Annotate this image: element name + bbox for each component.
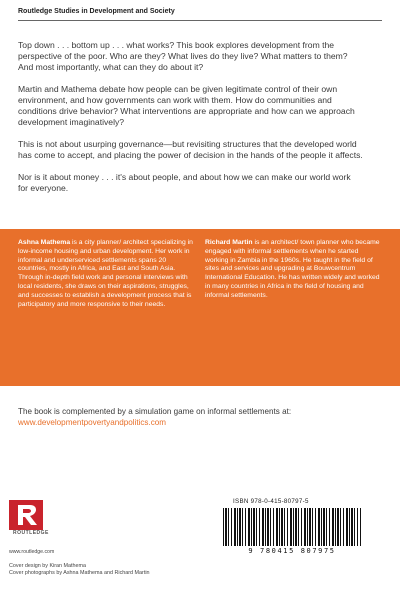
author-name: Richard Martin [205,239,253,246]
publisher-website: www.routledge.com [9,549,55,555]
author-bio-mathema [18,239,193,309]
routledge-logo [9,500,49,546]
blurb-paragraph: Top down . . . bottom up . . . what works? This book explores development from the perspective of the poor. Who are they? What lives do they live? What matters to them? And most importantly, what can they do about it? [18,40,348,72]
barcode-digits: 9 780415 807975 [221,547,363,555]
author-bios-panel [0,229,400,386]
publisher-logo-text: ROUTLEDGE [13,530,49,536]
author-bio-text: is an architect/ town planner who became engaged with informal settlements when he started working in Zambia in the 1960s. He taught in the field of sites and services and upgrading at Bouwcentrum International Education. He has written widely and worked in many countries in Africa in the field of housing and informal settlements. [205,239,380,299]
cover-photo-credit: Cover photographs by Ashna Mathema and Richard Martin [9,570,150,576]
simulation-note [18,406,378,428]
routledge-r-icon [9,500,43,530]
author-bio-text: is a city planner/ architect specializing in low-income housing and urban development. Her work in informal and underserviced settlements spans 20 countries, mostly in Africa, and East and South Asia. Through in-depth field work and personal interviews with local residents, she draws on their aspirations, struggles, and successes to establish a development process that is participatory and more responsive to their needs. [18,239,193,308]
simulation-website-link[interactable]: www.developmentpovertyandpolitics.com [18,418,167,427]
isbn-label: ISBN 978-0-415-80797-5 [233,498,309,505]
blurb-paragraph: Nor is it about money . . . it's about people, and about how we can make our world work for everyone. [18,172,351,193]
cover-design-credit: Cover design by Kiran Mathema [9,563,87,569]
cover-credits [9,563,150,577]
barcode [221,498,371,560]
author-name: Ashna Mathema [18,239,71,246]
simulation-note-text: The book is complemented by a simulation game on informal settlements at: [18,407,292,416]
series-divider [18,20,382,21]
barcode-bars [223,508,361,546]
blurb [18,40,363,205]
blurb-paragraph: Martin and Mathema debate how people can be given legitimate control of their own environment, and how governments can work with them. How do communities and conditions drive behavior? What interventions are appropriate and how can we approach development imaginatively? [18,84,355,127]
author-bio-martin [205,239,383,301]
series-title: Routledge Studies in Development and Society [18,8,175,15]
blurb-paragraph: This is not about usurping governance—but revisiting structures that the developed world has come to accept, and placing the power of decision in the hands of the people it affects. [18,139,363,160]
